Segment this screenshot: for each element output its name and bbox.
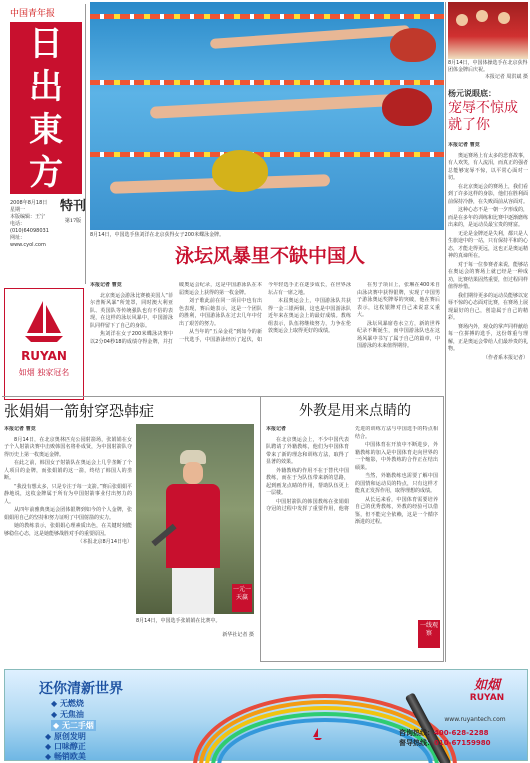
feature-item: ◆ 畅销欧美 — [45, 752, 86, 761]
boat-icon — [313, 728, 323, 740]
lead-story-text — [90, 282, 440, 392]
sailboat-logo-icon — [21, 297, 67, 345]
athlete-legs — [172, 568, 214, 614]
special-page: 第17版 — [64, 218, 82, 224]
lane-rope — [90, 14, 444, 19]
paragraph: 从当年的“五朵金花”到如今的新一代选手，中国游泳经历了起伏，如今年轻选手正在逐步成长，在世界泳坛占有一席之地。 — [179, 282, 351, 343]
byline: 本报记者 曹竞 — [90, 282, 122, 288]
athlete-head — [456, 14, 468, 26]
ruyan-ad-bottom[interactable] — [4, 669, 528, 761]
ad-features-top — [51, 698, 96, 731]
swimmer-cap — [382, 88, 432, 126]
meta-line: 2008年8月18日 — [10, 200, 48, 206]
paragraph: 我们期待更多的运动员能够以宠辱不惊的心态面对比赛，在赛场上展现最好的自己，创造属于自己的精彩。 — [448, 292, 528, 321]
paragraph: 中国体育在开放中不断进步，外籍教练的加入是中国体育走向世界的一个缩影，中外教练的合作正在结出硕果。 — [355, 442, 438, 471]
ad-contacts — [399, 728, 525, 748]
swimmer-cap — [390, 28, 436, 62]
athlete-head — [498, 12, 510, 24]
paragraph: “我没有想太多，只是专注于每一支箭。”赛后张娟娟平静地说，这枚金牌属于所有为中国射箭事业付出努力的人。 — [4, 483, 132, 505]
masthead-title — [10, 22, 82, 194]
paragraph: 对于每一位参赛者来说，能够站在奥运会的赛场上就已经是一种成功，比赛结果固然重要，但过程同样值得珍惜。 — [448, 261, 528, 290]
ruyan-ad-small[interactable] — [4, 288, 84, 400]
masthead-char: 出 — [29, 67, 63, 107]
meta-line: 本版编辑：王宁 — [10, 214, 46, 220]
byline: 本报记者 — [266, 426, 287, 432]
paragraph: 当然，外籍教练也需要了解中国的国情和运动员的特点，只有这样才能真正发挥作用，取得理想的成绩。 — [355, 473, 438, 494]
masthead-meta — [10, 200, 58, 249]
masthead-char: 東 — [29, 110, 63, 150]
swimmer-arm — [150, 93, 410, 119]
end-note: （作者系本报记者） — [482, 354, 528, 361]
brand-en: RUYAN — [469, 693, 505, 703]
paragraph: 赛场内外，观众的掌声同样献给每一位拼搏的选手，这份尊重与理解，正是奥运会带给人们最珍贵的礼物。 — [448, 323, 528, 352]
ad-headline: 还你清新世界 — [39, 681, 123, 697]
podium-caption: 8月14日，中国体操选手在北京获得团体金牌后庆祝。 — [448, 60, 528, 73]
lead-headline: 泳坛风暴里不缺中国人 — [174, 245, 365, 267]
paragraph: 奥运赛场上有太多的悲喜故事，有人欢笑，有人流泪，而真正的强者总能够宠辱不惊，以平常心面对一切。 — [448, 152, 528, 181]
feature-item: ◆ 无二手烟 — [53, 721, 94, 730]
paragraph: 这种心态不是一朝一夕形成的，而是在多年的训练和比赛中逐渐磨练出来的，是运动员最宝贵的财富。 — [448, 207, 528, 228]
masthead-char: 日 — [29, 24, 63, 64]
paragraph: 刘子歌此前在同一项目中也有出色表现，赛后她表示，这是一个团队的胜利，中国游泳队在过去几年中付出了艰苦的努力。 — [179, 298, 262, 327]
archery-tag: 一元一天赢 — [232, 584, 252, 612]
column-rule — [445, 2, 446, 662]
paragraph: 从四年前雅典奥运会团体银牌到如今的个人金牌，张娟娟用自己的坚持和努力证明了中国射箭的实力。 — [4, 507, 132, 521]
coach-story-text — [266, 426, 438, 658]
athlete-face — [183, 462, 203, 484]
ruyan-slogan: 如烟 独家冠名 — [18, 368, 70, 377]
coach-headline: 外教是用来点睛的 — [299, 403, 411, 419]
lead-photo — [90, 2, 444, 230]
special-label: 特刊 — [60, 199, 87, 214]
archery-headline: 张娟娟一箭射穿恐韩症 — [4, 402, 155, 420]
end-note: （本报北京8月14日电） — [77, 539, 132, 545]
swimmer-cap — [212, 150, 268, 192]
paragraph: 无论是金牌还是失利，都只是人生旅途中的一站，只有保持平和的心态，才能走得更远，这也正是奥运精神的真谛所在。 — [448, 230, 528, 259]
paragraph: 8月14日，在北京奥林匹克公园射箭场，张娟娟在女子个人射箭决赛中击败韩国名将朴成贤，为中国射箭队夺得历史上第一枚奥运金牌。 — [4, 436, 132, 458]
coach-tag: 一线观察 — [418, 620, 440, 648]
feature-item: ◆ 无燃烧 — [51, 699, 84, 708]
paragraph: 她的教练表示，张娟娟心理素质出色，在关键时刻能够稳住心态，这是她能够战胜对手的重要原因。 — [4, 523, 132, 537]
lane-rope — [90, 80, 444, 85]
ad-brand — [451, 674, 523, 714]
paragraph: 外籍教练的作用不在于替代中国教练，而在于为队伍带来新的思路，起到画龙点睛的作用，帮助队伍更上一层楼。 — [266, 467, 349, 496]
right-headline: 宠辱不惊成就了你 — [448, 100, 518, 133]
ruyan-brand: RUYAN — [21, 349, 67, 363]
paragraph: 北京奥运会游泳比赛被美国人“菲尔普斯风暴”所笼罩，同时澳大利亚队、英国队等传统强队也有不俗的表现，在这样的泳坛风暴中，中国游泳队同样留下了自己的身影。 — [90, 292, 173, 329]
archery-story-text — [4, 426, 132, 662]
paragraph: 泳坛风暴席卷水立方，新的世界纪录不断诞生，而中国游泳队也在这场风暴中书写了属于自己的篇章，中国游泳的未来值得期待。 — [357, 320, 440, 349]
masthead-top: 中国青年报 — [10, 9, 56, 19]
byline: 本报记者 曹竞 — [448, 142, 480, 148]
meta-line: 电话：(010)64098031 — [10, 221, 49, 234]
paragraph: 在此之前，韩国女子射箭队在奥运会上几乎垄断了个人项目的金牌，而张娟娟的这一箭，终结了韩国人的垄断。 — [4, 460, 132, 481]
podium-photo — [448, 2, 528, 59]
hotline-row: 咨询热线：400-628-2288 — [399, 729, 489, 737]
paragraph: 在男子项目上，张琳在400米自由泳决赛中获得银牌，实现了中国男子游泳奥运奖牌零的突破，他在赛后表示，这枚银牌对自己来说意义重大。 — [357, 282, 440, 318]
paragraph: 从长远来看，中国体育需要培养自己的优秀教练，外教的经验可以借鉴，但不能完全依赖，这是一个循序渐进的过程。 — [355, 496, 438, 525]
ad-features-bottom — [45, 732, 86, 762]
meta-line: 星期一 — [10, 207, 26, 213]
byline: 本报记者 曹竞 — [4, 426, 36, 432]
masthead-char: 方 — [29, 153, 63, 193]
paragraph: 焦刘洋在女子200米蝶泳决赛中以2分04秒18的成绩夺得金牌，并打破奥运会纪录，这是中国游泳队在本届奥运会上获得的第一枚金牌。 — [90, 282, 262, 345]
swimmer-arm — [210, 25, 410, 49]
lead-photo-caption: 8月14日，中国选手焦刘洋在北京获得女子200米蝶泳金牌。 — [90, 232, 225, 238]
special-edition — [60, 200, 86, 228]
podium-credit: 本报记者 周洪斌 摄 — [484, 74, 528, 80]
paragraph: 中国射箭队的韩国教练在张娟娟夺冠的过程中发挥了重要作用，他将先进的训练方法与中国选手的特点相结合。 — [266, 426, 438, 512]
lane-rope — [90, 152, 444, 157]
complaint-row: 督导热线：010-67159980 — [399, 739, 491, 747]
brand-cn: 如烟 — [473, 678, 500, 693]
paragraph: 本届奥运会上，中国游泳队共获得一金三银两铜，这也是中国游泳队近年来在奥运会上的最好成绩。教练组表示，队伍将继续努力，力争在伦敦奥运会上取得更好的成绩。 — [268, 298, 351, 334]
feature-item: ◆ 无焦油 — [51, 710, 84, 719]
right-kicker: 杨元说眼底： — [448, 89, 496, 98]
meta-line: 网址：www.cyol.com — [10, 235, 46, 248]
athlete-head — [476, 10, 488, 22]
archery-caption: 8月14日，中国选手张娟娟在比赛中。 — [136, 618, 221, 624]
paragraph: 在北京奥运会上，不少中国代表队聘请了外籍教练，他们为中国体育带来了新的理念和训练方法，取得了显著的效果。 — [266, 436, 349, 465]
right-column-text — [448, 142, 528, 552]
ad-site[interactable]: www.ruyantech.com — [444, 716, 506, 723]
feature-item: ◆ 口味醇正 — [45, 742, 86, 751]
paragraph: 在北京奥运会的赛场上，我们看到了许多这样的身影，他们在胜利面前保持冷静，在失败面前从容面对。 — [448, 183, 528, 205]
masthead — [4, 4, 86, 284]
archery-credit: 新华社记者 摄 — [222, 632, 254, 638]
feature-item: ◆ 原创发明 — [45, 732, 86, 741]
